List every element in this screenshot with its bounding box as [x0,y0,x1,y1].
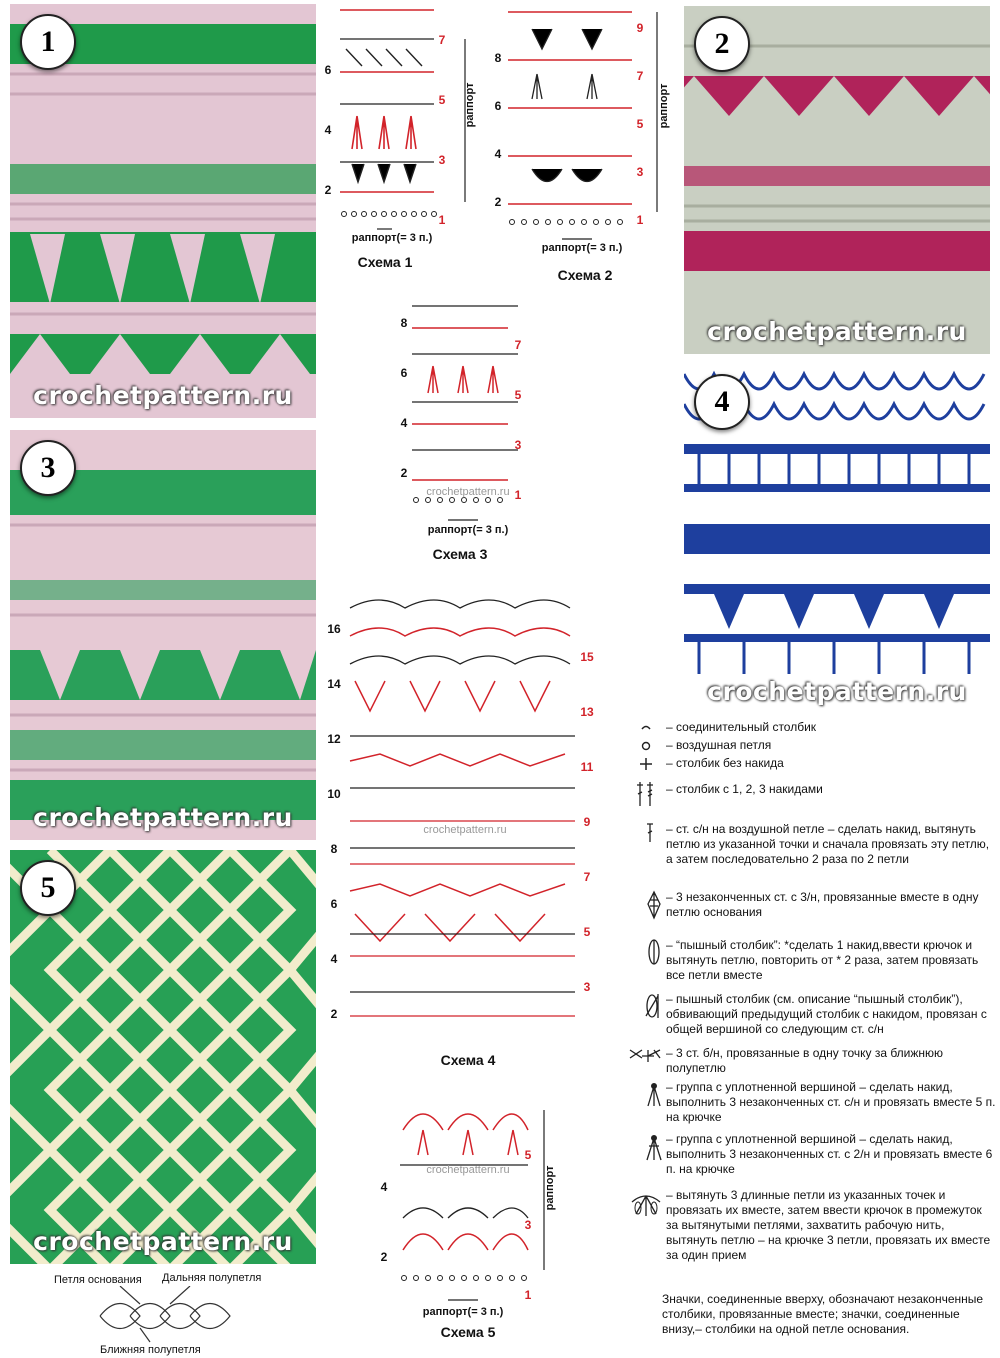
photo-5-watermark: crochetpattern.ru [33,1227,293,1256]
scheme-4-watermark: crochetpattern.ru [423,824,507,836]
scheme-5-watermark: crochetpattern.ru [426,1164,510,1176]
puff-cross-icon [628,992,662,1026]
scheme-4-rows-left: 16 14 12 10 8 6 4 2 [327,622,341,1021]
photo-5-number-badge: 5 [20,860,76,916]
legend-text: – группа с уплотненной вершиной – сделать накид, выполнить 3 незаконченных ст. с 2/н и провязать вместе 6 п. на крючке [666,1132,993,1176]
legend-text: – вытянуть 3 длинные петли из указанных точек и провязать их вместе, затем ввести крючок в промежуток за вытянутыми петлями, захватить рабочую нить, вытянуть петлю – на крючке 3 петли, провязать их вместе за один прием [666,1188,991,1262]
photo-4-number-badge: 4 [694,374,750,430]
legend-text: – ст. с/н на воздушной петле – сделать накид, вытянуть петлю из указанной точки и сначала провязать эту петлю, а затем последовательно 2 раза по 2 петли [666,822,990,866]
scheme-5-repeat-label: раппорт(= 3 п.) [422,1306,504,1318]
group-dot-6-icon [628,1132,662,1166]
loop-far-half-label: Дальняя полупетля [162,1272,262,1284]
long-loops-icon [628,1188,662,1222]
scheme-1-repeat-label: раппорт(= 3 п.) [351,232,433,244]
photo-sample-1 [10,4,316,418]
scheme-1-rows-left: 6 4 2 [324,63,332,197]
puff-icon [628,938,662,972]
scheme-1-chart [322,4,482,244]
scheme-4-chart [325,596,605,1046]
photo-sample-2 [684,6,990,354]
scheme-5-vertical-repeat: раппорт [544,1165,556,1211]
scheme-5-rows-left: 4 2 [380,1180,388,1264]
photo-sample-5 [10,850,316,1264]
photo-4-watermark: crochetpattern.ru [707,677,967,706]
scheme-1-title: Схема 1 [357,254,413,270]
photo-sample-4 [684,364,990,714]
scheme-2-vertical-repeat: раппорт [658,83,670,129]
photo-1-number-badge: 1 [20,14,76,70]
photo-1-watermark: crochetpattern.ru [33,381,293,410]
chain-dc-icon [628,822,662,856]
scheme-5-chart [378,1100,558,1324]
scheme-2-rows-right: 9 7 5 3 1 [636,21,644,227]
loop-diagram [40,1270,280,1358]
scheme-4-symbols [325,596,605,1046]
legend-text: – 3 ст. б/н, провязанные в одну точку за ближнюю полупетлю [666,1046,944,1075]
loop-base-label: Петля основания [54,1274,142,1286]
treble-group-icon [628,782,662,816]
legend-text: – пышный столбик (см. описание “пышный столбик”), обвивающий предыдущий столбик с накидом, провязан с общей вершиной со следующим ст. с/н [666,992,987,1036]
scheme-3-watermark: crochetpattern.ru [426,486,510,498]
sc3-together-icon [628,1046,662,1080]
photo-3-number-badge: 3 [20,440,76,496]
photo-3-watermark: crochetpattern.ru [33,803,293,832]
photo-2-watermark: crochetpattern.ru [707,317,967,346]
scheme-3-chart [398,298,538,540]
loop-near-half-label: Ближняя полупетля [100,1344,201,1356]
group-dot-5-icon [628,1080,662,1114]
photo-sample-3 [10,430,316,840]
scheme-2-title: Схема 2 [557,267,613,283]
scheme-5-title: Схема 5 [440,1324,496,1340]
scheme-5-rows-right: 5 3 1 [524,1148,532,1302]
scheme-3-repeat-label: раппорт(= 3 п.) [427,524,509,536]
scheme-2-repeat-label: раппорт(= 3 п.) [541,242,623,254]
legend-text: – 3 незаконченных ст. с 3/н, провязанные вместе в одну петлю основания [666,890,979,919]
legend-text: – столбик без накида [666,756,784,770]
legend-text: – соединительный столбик [666,720,817,734]
scheme-1-vertical-repeat: раппорт [464,82,476,128]
scheme-3-rows-left: 8 6 4 2 [400,316,408,480]
scheme-4-rows-right: 15 13 11 9 7 5 3 [580,650,594,994]
scheme-3-rows-right: 7 5 3 1 [514,338,522,502]
photo-2-number-badge: 2 [694,16,750,72]
legend-text: – “пышный столбик”: *сделать 1 накид,ввести крючок и вытянуть петлю, повторить от * 2 раза, затем провязать все петли вместе [666,938,979,982]
joined-symbols-note: Значки, соединенные вверху, обозначают незаконченные столбики, провязанные вместе; значки, соединенные внизу,– столбики на одной петле основания. [662,1292,984,1336]
legend-text: – группа с уплотненной вершиной – сделать накид, выполнить 3 незаконченных ст. с/н и провязать вместе 5 п. на крючке [666,1080,996,1124]
scheme-2-chart [492,4,672,258]
scheme-1-symbols [322,4,482,244]
legend-text: – воздушная петля [666,738,772,752]
scheme-3-title: Схема 3 [432,546,488,562]
scheme-1-rows-right: 7 5 3 1 [438,33,446,227]
legend-text: – столбик с 1, 2, 3 накидами [666,782,823,796]
cluster3-icon [628,890,662,924]
scheme-4-title: Схема 4 [440,1052,496,1068]
loop-chain-illustration [40,1286,280,1346]
scheme-2-rows-left: 8 6 4 2 [494,51,502,209]
